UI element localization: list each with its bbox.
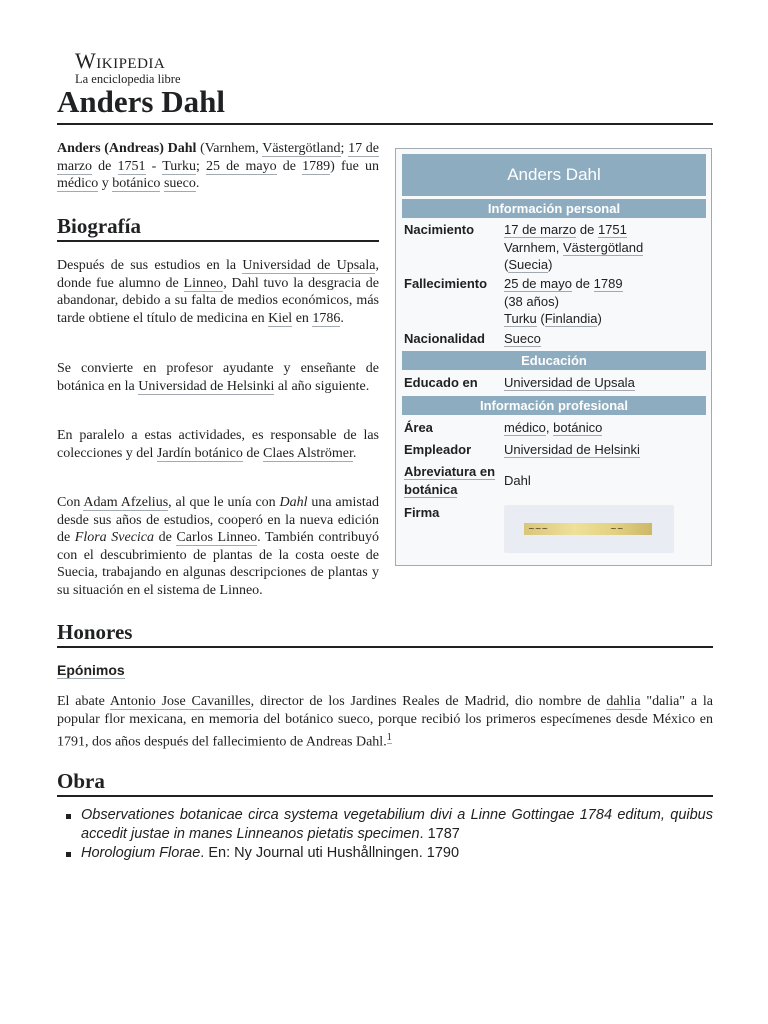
link-sueco[interactable]: sueco: [163, 176, 196, 191]
list-item: [81, 844, 713, 863]
infobox-band-personal: Información personal: [402, 199, 706, 218]
list-item: [81, 806, 713, 843]
link-jardin-botanico[interactable]: Jardín botánico: [156, 445, 243, 461]
link-universidad-upsala[interactable]: Universidad de Upsala: [242, 258, 376, 273]
link-1786[interactable]: 1786: [312, 310, 341, 326]
link-ib-medico[interactable]: médico: [504, 420, 546, 435]
intro-text: (Varnhem,: [196, 141, 263, 156]
link-ib-upsala[interactable]: Universidad de Upsala: [504, 375, 635, 390]
signature-image[interactable]: [504, 505, 674, 553]
eponimos-text: , director de los Jardines Reales de Madrid, dio nombre de: [250, 694, 607, 709]
intro-text: -: [145, 158, 163, 174]
link-ib-botanico[interactable]: botánico: [553, 420, 603, 435]
infobox-value-empleador: [504, 441, 704, 459]
wikipedia-wordmark: Wikipedia: [75, 48, 166, 73]
subject-name: Anders (Andreas) Dahl: [57, 141, 197, 156]
bio-text: , Dahl tuvo la desgracia de abandonar, debido a su falta de medios económicos, más tarde obtiene el título de medicina en: [57, 275, 380, 326]
ib-text: ,: [545, 420, 554, 435]
signature-mark-right: ~~: [610, 524, 624, 533]
bio-text: .: [340, 310, 344, 326]
link-vastergotland[interactable]: Västergötland: [262, 141, 341, 156]
bio-text: al año siguiente.: [274, 378, 370, 394]
infobox-value-educado: [504, 374, 704, 392]
bio-text: .: [352, 445, 357, 461]
eponimos-paragraph: [57, 693, 713, 752]
infobox-label-firma: Firma: [404, 505, 440, 520]
ib-text: (: [536, 311, 545, 326]
link-cavanilles[interactable]: Antonio Jose Cavanilles: [109, 694, 251, 709]
link-death-date[interactable]: 25 de mayo: [206, 158, 277, 174]
link-turku[interactable]: Turku: [162, 158, 196, 174]
bio-paragraph-4-narrow: [57, 494, 379, 599]
link-dahlia[interactable]: dahlia: [606, 694, 641, 709]
ib-text: de: [571, 276, 594, 291]
bio-text: de: [154, 530, 177, 545]
link-ib-birth-year[interactable]: 1751: [597, 222, 627, 237]
bio-text: Después de sus estudios en la: [57, 258, 243, 273]
reference-link[interactable]: 1: [386, 732, 392, 743]
signature-strip: [524, 523, 652, 535]
infobox-title: Anders Dahl: [402, 154, 706, 196]
infobox-label-nacionalidad: Nacionalidad: [404, 331, 485, 346]
link-universidad-helsinki[interactable]: Universidad de Helsinki: [138, 378, 275, 394]
eponimos-label: Epónimos: [57, 662, 125, 678]
intro-text: ) fue un: [330, 158, 379, 174]
work-details: . En: Ny Journal uti Hushållningen. 1790: [200, 845, 460, 861]
section-heading-honores: Honores: [57, 618, 713, 648]
link-medico[interactable]: médico: [57, 176, 99, 191]
infobox-value-area: [504, 419, 704, 437]
infobox-label-area: Área: [404, 420, 433, 435]
infobox-band-educacion: Educación: [402, 351, 706, 370]
link-ib-death-year[interactable]: 1789: [593, 276, 623, 291]
bio-text: Se convierte en profesor ayudante y enseñante de botánica en la: [57, 361, 379, 394]
link-ib-birth-date[interactable]: 17 de marzo: [504, 222, 577, 237]
bio-italic: Flora Svecica: [74, 530, 155, 545]
link-birth-year[interactable]: 1751: [117, 158, 146, 174]
eponimos-text: El abate: [57, 694, 110, 709]
signature-mark-left: ~~~: [528, 524, 549, 533]
infobox: [395, 148, 712, 566]
intro-text: ;: [195, 158, 206, 174]
bio-text: , donde fue alumno de: [57, 258, 379, 291]
infobox-value-nacimiento: [504, 221, 704, 274]
intro-text: de: [91, 158, 118, 174]
bio-text: de: [242, 445, 264, 461]
bio-text: En paralelo a estas actividades, es responsable de las colecciones y del: [57, 428, 379, 461]
bio-text: Con: [57, 495, 84, 510]
infobox-value-abreviatura: Dahl: [504, 473, 531, 488]
ib-text: ): [597, 311, 602, 326]
link-kiel[interactable]: Kiel: [268, 310, 293, 326]
intro-text: .: [195, 176, 200, 191]
ib-text: Varnhem,: [504, 239, 564, 255]
ib-text: (38 años): [504, 293, 559, 309]
intro-text: ;: [340, 141, 349, 156]
bio-paragraph-3: [57, 427, 379, 462]
intro-text: de: [276, 158, 303, 174]
ib-text: ): [548, 257, 553, 272]
link-death-year[interactable]: 1789: [302, 158, 331, 174]
link-ib-abreviatura[interactable]: Abreviatura en botánica: [404, 464, 496, 497]
link-birth-date[interactable]: 17 de marzo: [57, 141, 380, 174]
link-linneo[interactable]: Linneo: [183, 275, 224, 291]
work-details: . 1787: [419, 825, 460, 842]
bio-text: en: [292, 310, 313, 326]
link-botanico[interactable]: botánico: [112, 176, 161, 191]
section-heading-biografia: Biografía: [57, 212, 379, 242]
infobox-label-abreviatura: [404, 463, 504, 499]
link-ib-sueco[interactable]: Sueco: [504, 331, 541, 346]
intro-paragraph: [57, 140, 379, 193]
ib-text: de: [576, 222, 598, 237]
eponimos-text: "dalia" a la popular flor mexicana, en memoria del botánico sueco, porque recibió los primeros especímenes desde México en 1791, dos años después del fallecimiento de Andreas Dahl.: [57, 694, 713, 750]
intro-text: y: [98, 176, 113, 191]
bio-text: una amistad desde sus años de estudios, cooperó en la nueva edición de: [57, 495, 379, 545]
bio-italic: Dahl: [279, 495, 308, 510]
bio-paragraph-2: [57, 360, 379, 395]
infobox-label-fallecimiento: Fallecimiento: [404, 276, 488, 291]
works-list: [57, 806, 713, 864]
bio-text: . También contribuyó con el descubrimiento de plantas de la costa oeste de Suecia, trabajando en algunas descripciones de plantas y su situación en el sistema de Linneo.: [57, 530, 380, 598]
infobox-value-nacionalidad: [504, 330, 704, 348]
ib-text: (: [504, 257, 509, 272]
work-title: Observationes botanicae circa systema vegetabilium divi a Linne Gottingae 1784 editum, quibus accedit justae in manes Linneanos pietatis specimen: [81, 807, 713, 842]
infobox-label-empleador: Empleador: [404, 442, 472, 457]
link-carlos-linneo[interactable]: Carlos Linneo: [176, 530, 258, 545]
infobox-band-profesional: Información profesional: [402, 396, 706, 415]
infobox-label-nacimiento: Nacimiento: [404, 222, 475, 237]
work-title: Horologium Florae: [81, 845, 201, 861]
link-ib-suecia[interactable]: Suecia: [508, 257, 549, 272]
section-heading-obra: Obra: [57, 767, 713, 797]
link-adam-afzelius[interactable]: Adam Afzelius: [83, 495, 169, 510]
wikipedia-tagline: La enciclopedia libre: [75, 72, 181, 86]
link-ib-helsinki[interactable]: Universidad de Helsinki: [504, 442, 640, 457]
bio-paragraph-1: [57, 257, 379, 327]
link-ib-turku[interactable]: Turku: [504, 311, 537, 326]
subsection-heading-eponimos: [57, 660, 125, 680]
link-claes-alstromer[interactable]: Claes Alströmer: [263, 445, 353, 461]
link-ib-death-date[interactable]: 25 de mayo: [504, 276, 572, 291]
page-title: Anders Dahl: [57, 82, 713, 125]
bio-text: , al que le unía con: [168, 495, 280, 510]
infobox-value-fallecimiento: [504, 275, 704, 328]
infobox-label-educado: Educado en: [404, 375, 478, 390]
link-ib-vastergotland[interactable]: Västergötland: [563, 239, 644, 255]
wikipedia-logo[interactable]: [75, 49, 195, 86]
link-ib-finlandia[interactable]: Finlandia: [544, 311, 598, 326]
